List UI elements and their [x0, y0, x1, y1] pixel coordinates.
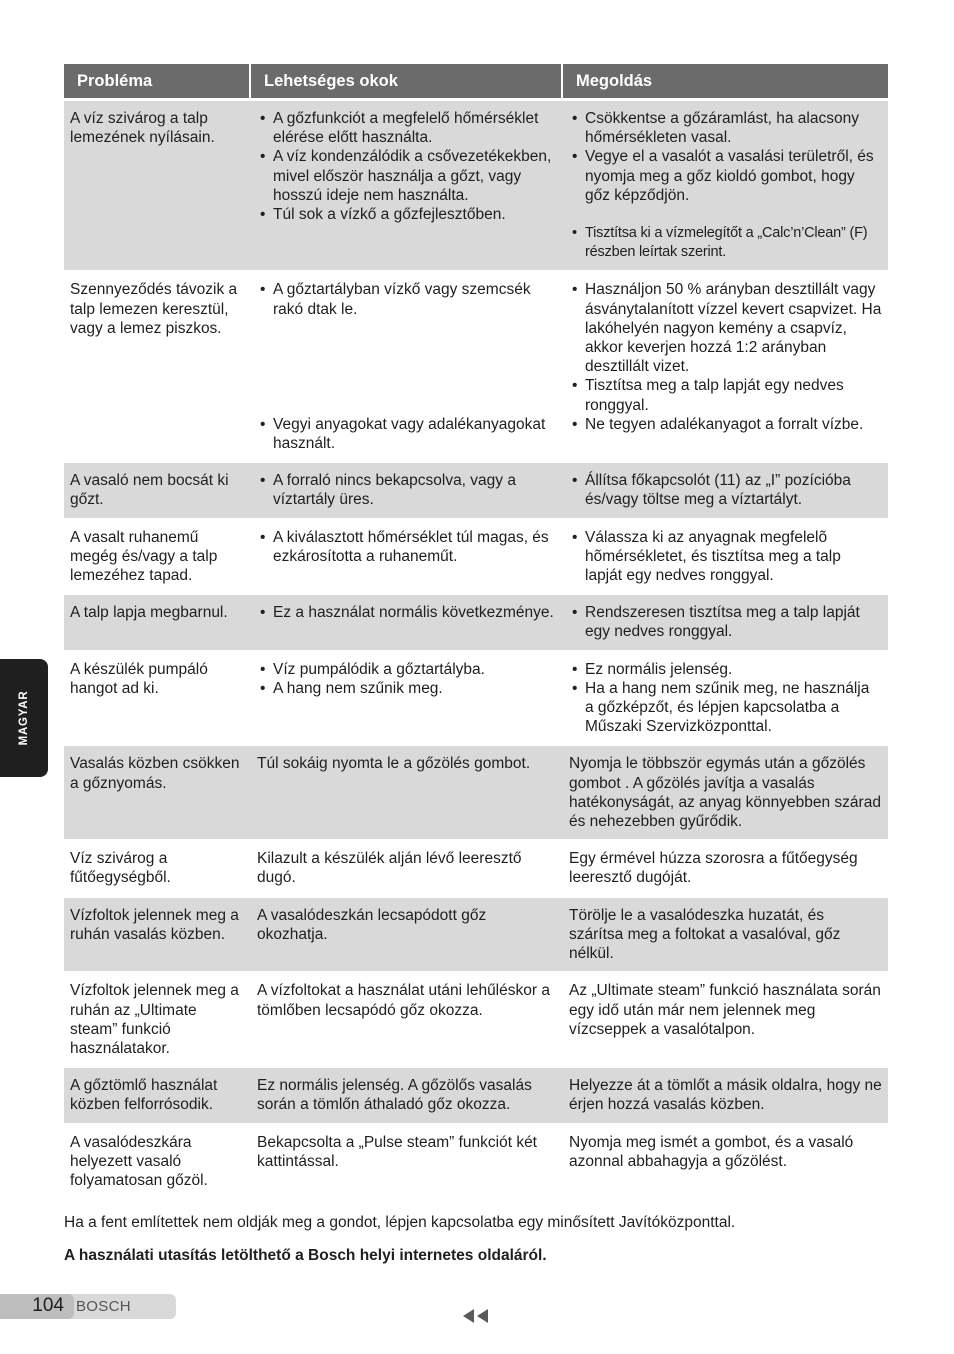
- list-item: • Ez normális jelenség.: [569, 660, 882, 679]
- list-item: • A kiválasztott hőmérséklet túl magas, és ezkárosította a ruhaneműt.: [257, 528, 557, 566]
- causes-cell: Ez normális jelenség. A gőzölős vasalás során a tömlőn áthaladó gőz okozza.: [251, 1068, 563, 1124]
- problem-cell: Víz szivárog a fűtőegységből.: [64, 841, 251, 897]
- table-row: [64, 1068, 888, 1124]
- causes-cell: A vasalódeszkán lecsapódott gőz okozhatja.: [251, 898, 563, 974]
- table-row: [64, 272, 888, 463]
- header-causes: Lehetséges okok: [251, 64, 563, 101]
- table-row: [64, 973, 888, 1068]
- page-number-box: [0, 1294, 74, 1319]
- header-problem: Probléma: [64, 64, 251, 101]
- solution-cell: Egy érmével húzza szorosra a fűtőegység leeresztő dugóját.: [563, 841, 888, 897]
- list-item: • A forraló nincs bekapcsolva, vagy a víztartály üres.: [257, 471, 557, 509]
- list-item: • A gőztartályban vízkő vagy szemcsék rakó dtak le.: [257, 280, 557, 318]
- download-note: A használati utasítás letölthető a Bosch helyi internetes oldaláról.: [64, 1247, 547, 1264]
- page-number: 104: [32, 1295, 64, 1316]
- table-row: [64, 595, 888, 651]
- problem-cell: Vízfoltok jelennek meg a ruhán az „Ultimate steam” funkció használatakor.: [64, 973, 251, 1068]
- problem-cell: A gőztömlő használat közben felforrósodik.: [64, 1068, 251, 1124]
- problem-cell: A víz szivárog a talp lemezének nyílásain.: [64, 101, 251, 272]
- footnote-text: Ha a fent említettek nem oldják meg a gondot, lépjen kapcsolatba egy minősített Javítóközponttal.: [64, 1214, 736, 1231]
- solution-cell: Törölje le a vasalódeszka huzatát, és szárítsa meg a foltokat a vasalóval, gőz nélkül.: [563, 898, 888, 974]
- table-row: [64, 1125, 888, 1201]
- problem-cell: Szennyeződés távozik a talp lemezen keresztül, vagy a lemez piszkos.: [64, 272, 251, 463]
- list-item: • Tisztítsa meg a talp lapját egy nedves ronggyal.: [569, 376, 882, 414]
- table-row: [64, 746, 888, 841]
- problem-cell: A talp lapja megbarnul.: [64, 595, 251, 651]
- troubleshooting-table: [64, 64, 888, 1200]
- list-item: • Ne tegyen adalékanyagot a forralt vízbe.: [569, 415, 882, 434]
- list-item: • A hang nem szűnik meg.: [257, 679, 557, 698]
- list-item: • Ha a hang nem szűnik meg, ne használja a gőzképzőt, és lépjen kapcsolatba a Műszaki Szervizközponttal.: [569, 679, 882, 737]
- list-item: • Ez a használat normális következménye.: [257, 603, 557, 622]
- double-left-arrow-icon[interactable]: [462, 1308, 490, 1324]
- page-footer: [0, 1294, 176, 1319]
- problem-cell: A vasalt ruhanemű megég és/vagy a talp lemezéhez tapad.: [64, 520, 251, 596]
- causes-cell: [251, 595, 563, 651]
- list-item: • Állítsa főkapcsolót (11) az „I” pozícióba és/vagy töltse meg a víztartályt.: [569, 471, 882, 509]
- list-item: • A gőzfunkciót a megfelelő hőmérséklet elérése előtt használta.: [257, 109, 557, 147]
- table-row: [64, 520, 888, 596]
- causes-cell: [251, 463, 563, 519]
- table-row: [64, 898, 888, 974]
- table-row: [64, 463, 888, 519]
- list-item: • Csökkentse a gőzáramlást, ha alacsony hőmérsékleten vasal.: [569, 109, 882, 147]
- language-side-tab: [0, 659, 48, 777]
- causes-cell: Kilazult a készülék alján lévő leeresztő dugó.: [251, 841, 563, 897]
- solution-cell: [563, 520, 888, 596]
- solution-cell: [563, 595, 888, 651]
- list-item: • Túl sok a vízkő a gőzfejlesztőben.: [257, 205, 557, 224]
- problem-cell: Vasalás közben csökken a gőznyomás.: [64, 746, 251, 841]
- brand-name: BOSCH: [76, 1298, 131, 1315]
- list-item: • Vegye el a vasalót a vasalási területről, és nyomja meg a gőz kioldó gombot, hogy gőz képződjön.: [569, 147, 882, 205]
- solution-cell: [563, 463, 888, 519]
- table-row: [64, 841, 888, 897]
- causes-cell: [251, 101, 563, 272]
- list-item: • Használjon 50 % arányban desztillált vagy ásványtalanított vízzel kevert csapvizet. Ha lakóhelyén nagyon kemény a csapvíz, akkor keverjen hozzá 1:2 arányban desztillált vizet.: [569, 280, 882, 376]
- table-row: [64, 101, 888, 272]
- language-label: MAGYAR: [18, 690, 30, 746]
- solution-cell: Helyezze át a tömlőt a másik oldalra, hogy ne érjen hozzá vasalás közben.: [563, 1068, 888, 1124]
- causes-cell: Túl sokáig nyomta le a gőzölés gombot.: [251, 746, 563, 841]
- list-item: • Válassza ki az anyagnak megfelelõ hõmérsékletet, és tisztítsa meg a talp lapját egy nedves ronggyal.: [569, 528, 882, 586]
- table-header-row: [64, 64, 888, 101]
- solution-cell: Nyomja le többször egymás után a gőzölés gombot . A gőzölés javítja a vasalás hatékonyságát, az anyag könnyebben szárad és nehezebben gyűrődik.: [563, 746, 888, 841]
- list-item: • Vegyi anyagokat vagy adalékanyagokat használt.: [257, 415, 557, 453]
- list-item: • A víz kondenzálódik a csővezetékekben, mivel először használja a gőzt, vagy hosszú ideje nem használta.: [257, 147, 557, 205]
- problem-cell: Vízfoltok jelennek meg a ruhán vasalás közben.: [64, 898, 251, 974]
- problem-cell: A vasaló nem bocsát ki gőzt.: [64, 463, 251, 519]
- causes-cell: A vízfoltokat a használat utáni lehűléskor a tömlőben lecsapódó gőz okozza.: [251, 973, 563, 1068]
- solution-cell: [563, 101, 888, 272]
- header-solution: Megoldás: [563, 64, 888, 101]
- problem-cell: A készülék pumpáló hangot ad ki.: [64, 652, 251, 747]
- solution-cell: [563, 272, 888, 463]
- solution-cell: Nyomja meg ismét a gombot, és a vasaló azonnal abbahagyja a gőzölést.: [563, 1125, 888, 1201]
- list-item: • Tisztítsa ki a vízmelegítőt a „Calc’n’Clean” (F) részben leírtak szerint.: [569, 224, 882, 262]
- list-item: • Víz pumpálódik a gőztartályba.: [257, 660, 557, 679]
- causes-cell: [251, 520, 563, 596]
- causes-cell: [251, 652, 563, 747]
- table-row: [64, 652, 888, 747]
- causes-cell: [251, 272, 563, 463]
- problem-cell: A vasalódeszkára helyezett vasaló folyamatosan gőzöl.: [64, 1125, 251, 1201]
- solution-cell: Az „Ultimate steam” funkció használata során egy idő után már nem jelennek meg vízcseppek a vasalótalpon.: [563, 973, 888, 1068]
- list-item: • Rendszeresen tisztítsa meg a talp lapját egy nedves ronggyal.: [569, 603, 882, 641]
- causes-cell: Bekapcsolta a „Pulse steam” funkciót két kattintással.: [251, 1125, 563, 1201]
- solution-cell: [563, 652, 888, 747]
